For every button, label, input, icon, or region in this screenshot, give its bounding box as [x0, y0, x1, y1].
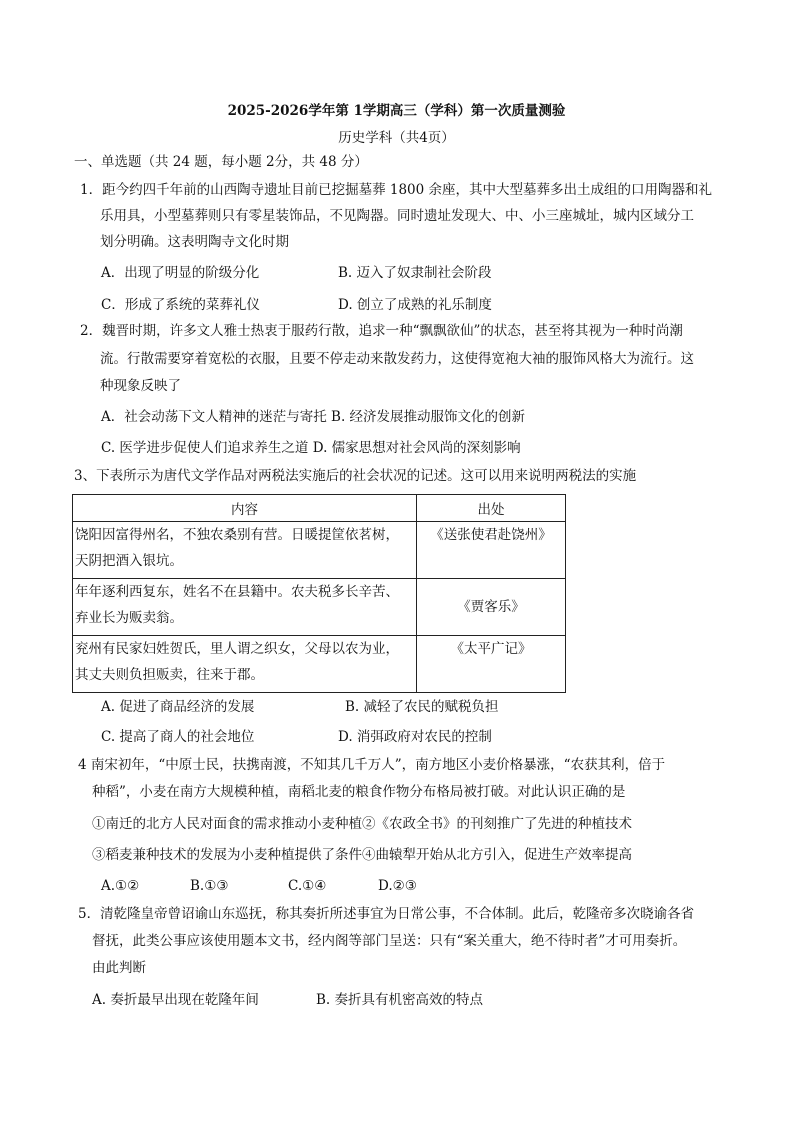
question-2-options-cd: C. 医学进步促使人们追求养生之道 D. 儒家思想对社会风尚的深刻影响	[101, 440, 521, 456]
table-cell-source: 《太平广记》	[417, 636, 566, 693]
table-cell-source: 《送张使君赴饶州》	[417, 522, 566, 579]
table-cell-line: 年年逐利西复东，姓名不在县籍中。农夫税多长辛苦、	[75, 584, 399, 600]
question-1-line-1: 1．距今约四千年前的山西陶寺遗址目前已挖掘墓葬 1800 余座，其中大型墓葬多出土成组的口用陶器和礼	[80, 182, 713, 198]
question-4-option-d: D.②③	[378, 878, 417, 894]
table-cell-line: 其丈夫则负担贩卖，往来于郡。	[75, 667, 264, 683]
question-3-option-d: D. 消弭政府对农民的控制	[338, 729, 492, 745]
table-cell-content	[73, 522, 417, 579]
question-4-option-c: C.①④	[288, 878, 327, 894]
table-row	[73, 522, 566, 579]
table-row	[73, 579, 566, 636]
question-3-option-c: C. 提高了商人的社会地位	[101, 729, 255, 745]
question-3-stem: 3、下表所示为唐代文学作品对两税法实施后的社会状况的记述。这可以用来说明两税法的实施	[74, 468, 637, 484]
table-row	[73, 636, 566, 693]
table-header-row	[73, 495, 566, 522]
question-2-line-3: 种现象反映了	[100, 378, 181, 394]
question-3-option-b: B. 减轻了农民的赋税负担	[345, 699, 499, 715]
table-header-source: 出处	[417, 495, 566, 522]
question-5-line-2: 督抚，此类公事应该使用题本文书，经内阁等部门呈送：只有“案关重大，绝不待时者”才可用奏折。	[92, 933, 687, 949]
question-5-option-b: B. 奏折具有机密高效的特点	[316, 992, 484, 1008]
question-5-line-3: 由此判断	[92, 960, 146, 976]
exam-subtitle: 历史学科（共4页）	[338, 130, 455, 146]
question-1-option-b: B. 迈入了奴隶制社会阶段	[338, 265, 492, 281]
question-1-option-c: C．形成了系统的菜葬礼仪	[101, 297, 260, 313]
table-cell-line: 饶阳因富得州名，不独农桑别有营。日暖提筐依茗树，	[75, 527, 399, 543]
question-5-line-1: 5．清乾隆皇帝曾诏谕山东巡抚，称其奏折所述事宜为日常公事，不合体制。此后，乾隆帝多次晓谕各省	[78, 906, 695, 922]
question-1-option-a: A．出现了明显的阶级分化	[101, 265, 260, 281]
table-cell-line: 天阴把酒入银坑。	[75, 553, 183, 569]
table-cell-content	[73, 636, 417, 693]
section-heading: 一、单选题（共 24 题，每小题 2分，共 48 分）	[74, 154, 368, 170]
table-cell-source: 《贾客乐》	[417, 579, 566, 636]
question-4-option-b: B.①③	[190, 878, 229, 894]
question-4-statement-2: ③稻麦兼种技术的发展为小麦种植提供了条件④曲辕犁开始从北方引入，促进生产效率提高	[92, 847, 632, 863]
question-4-statement-1: ①南迁的北方人民对面食的需求推动小麦种植②《农政全书》的刊刻推广了先进的种植技术	[92, 816, 632, 832]
question-3-option-a: A. 促进了商品经济的发展	[101, 699, 255, 715]
question-2-line-2: 流。行散需要穿着宽松的衣服，且要不停走动来散发药力，这使得宽袍大袖的服饰风格大为流行。这	[100, 351, 694, 367]
question-3-table	[72, 494, 566, 693]
question-4-line-1: 4 南宋初年，“中原士民，扶携南渡，不知其几千万人”，南方地区小麦价格暴涨，“农获其利，倍于	[78, 757, 666, 773]
question-4-option-a: A.①②	[101, 878, 140, 894]
exam-title: 2025-2026学年第 1学期高三（学科）第一次质量测验	[227, 103, 566, 119]
question-1-line-3: 划分明确。这表明陶寺文化时期	[100, 234, 289, 250]
question-1-line-2: 乐用具，小型墓葬则只有零星装饰品，不见陶器。同时遗址发现大、中、小三座城址，城内区域分工	[100, 208, 694, 224]
question-5-option-a: A. 奏折最早出现在乾隆年间	[92, 992, 259, 1008]
table-cell-content	[73, 579, 417, 636]
question-4-line-2: 种稻”，小麦在南方大规模种植，南稻北麦的粮食作物分布格局被打破。对此认识正确的是	[92, 784, 626, 800]
question-2-line-1: 2．魏晋时期，许多文人雅士热衷于服药行散，追求一种“飘飘欲仙”的状态，甚至将其视为一种时尚潮	[80, 323, 683, 339]
question-2-options-ab: A．社会动荡下文人精神的迷茫与寄托 B. 经济发展推动服饰文化的创新	[101, 409, 526, 425]
question-1-option-d: D. 创立了成熟的礼乐制度	[338, 297, 492, 313]
table-cell-line: 弃业长为贩卖翁。	[75, 610, 183, 626]
table-header-content: 内容	[73, 495, 417, 522]
table-cell-line: 兖州有民家妇姓贺氏，里人谓之织女，父母以农为业，	[75, 641, 399, 657]
